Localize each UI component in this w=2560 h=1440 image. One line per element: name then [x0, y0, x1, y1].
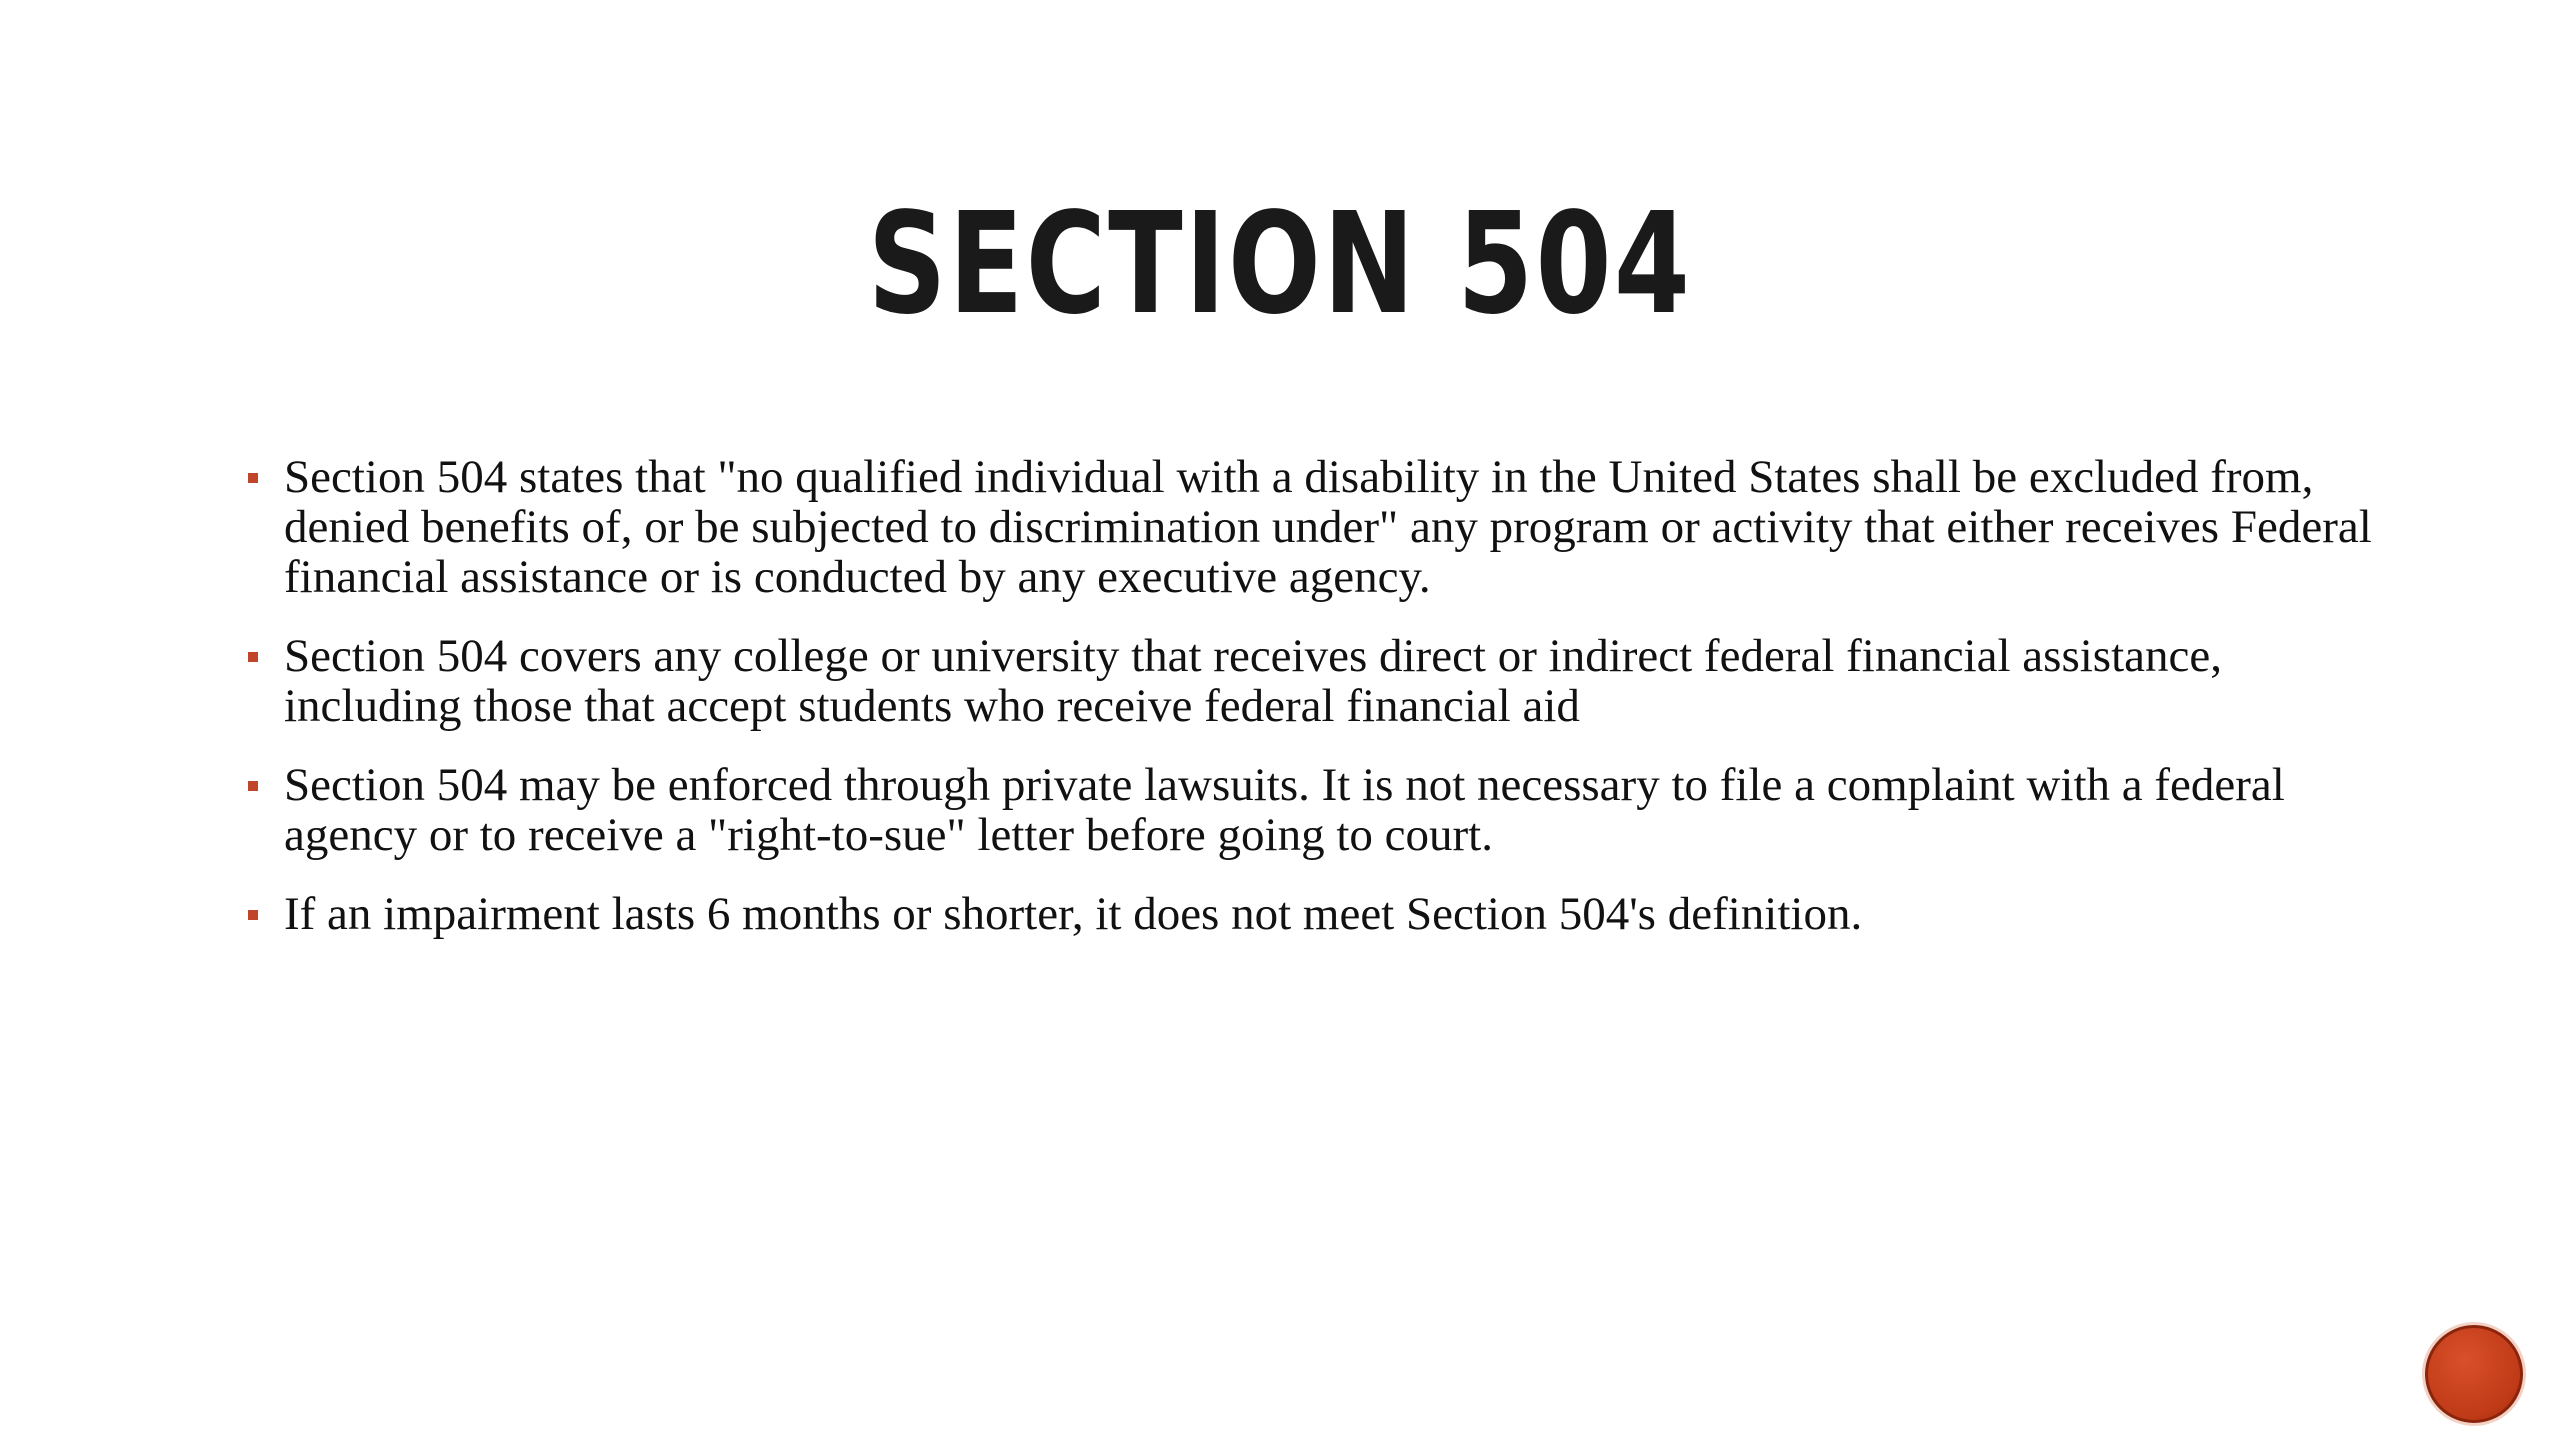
bullet-text: If an impairment lasts 6 months or shorter, it does not meet Section 504's definition.: [284, 888, 1863, 940]
bullet-item: [248, 760, 2388, 860]
square-bullet-icon: [248, 473, 258, 483]
bullet-text: Section 504 may be enforced through private lawsuits. It is not necessary to file a complaint with a federal agency or to receive a "right-to-sue" letter before going to court.: [284, 759, 2285, 861]
slide-nav-circle-button[interactable]: [2425, 1325, 2523, 1423]
bullet-item: [248, 452, 2388, 602]
bullet-item: [248, 631, 2388, 731]
bullet-text: Section 504 covers any college or university that receives direct or indirect federal financial assistance, including those that accept students who receive federal financial aid: [284, 630, 2222, 732]
square-bullet-icon: [248, 910, 258, 920]
bullet-item: [248, 889, 2388, 939]
bullet-list: [248, 452, 2388, 968]
bullet-text: Section 504 states that "no qualified individual with a disability in the United States shall be excluded from, denied benefits of, or be subjected to discrimination under" any program or activity that either receives Federal financial assistance or is conducted by any executive agency.: [284, 451, 2372, 603]
square-bullet-icon: [248, 781, 258, 791]
square-bullet-icon: [248, 652, 258, 662]
slide-title: SECTION 504: [867, 183, 1693, 346]
